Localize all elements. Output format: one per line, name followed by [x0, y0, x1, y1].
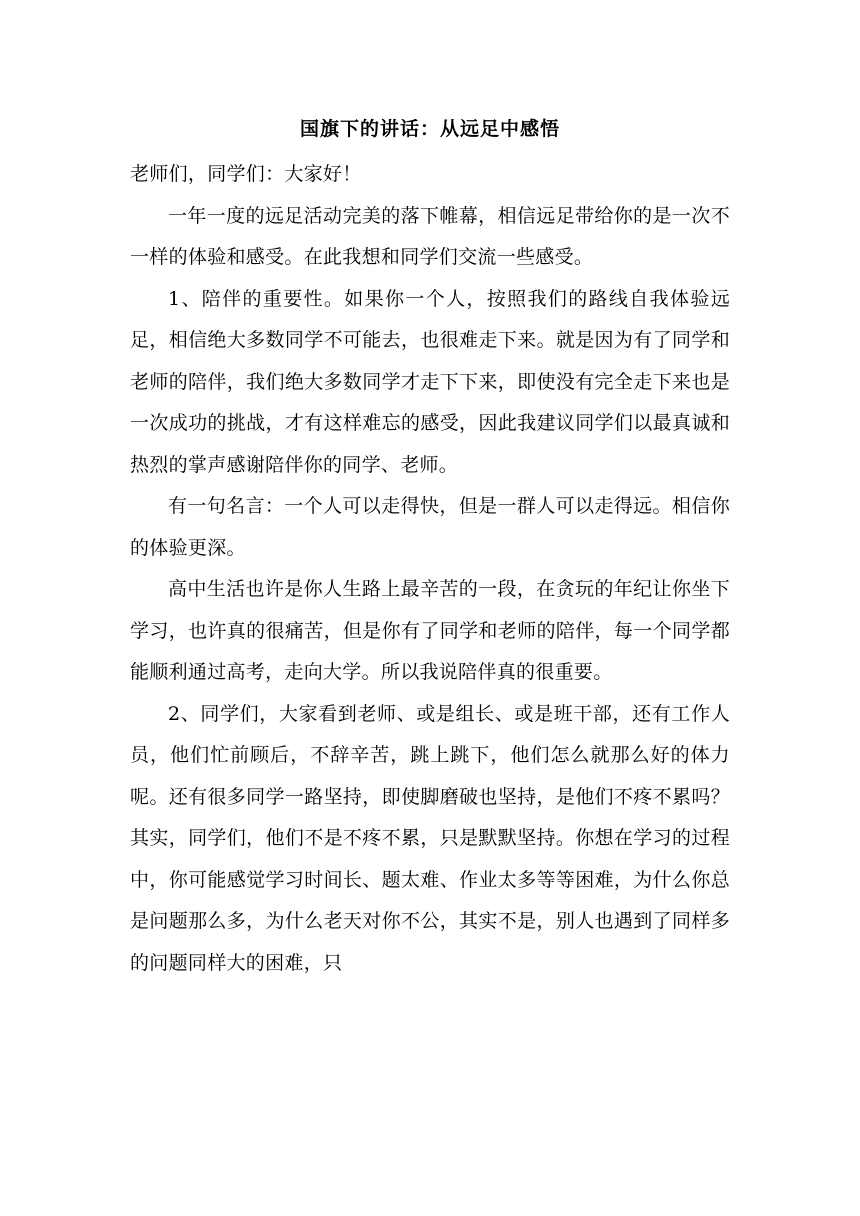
- paragraph-high-school: 高中生活也许是你人生路上最辛苦的一段，在贪玩的年纪让你坐下学习，也许真的很痛苦，但是你有了同学和老师的陪伴，每一个同学都能顺利通过高考，走向大学。所以我说陪伴真的很重要。: [130, 578, 730, 683]
- paragraph-intro: 一年一度的远足活动完美的落下帷幕，相信远足带给你的是一次不一样的体验和感受。在此我想和同学们交流一些感受。: [130, 204, 730, 268]
- paragraph-quote: 有一句名言：一个人可以走得快，但是一群人可以走得远。相信你的体验更深。: [130, 495, 730, 559]
- paragraph-point-2: 2、同学们，大家看到老师、或是组长、或是班干部，还有工作人员，他们忙前顾后，不辞辛苦，跳上跳下，他们怎么就那么好的体力呢。还有很多同学一路坚持，即使脚磨破也坚持，是他们不疼不累吗？其实，同学们，他们不是不疼不累，只是默默坚持。你想在学习的过程中，你可能感觉学习时间长、题太难、作业太多等等困难，为什么你总是问题那么多，为什么老天对你不公，其实不是，别人也遇到了同样多的问题同样大的困难，只: [130, 702, 730, 974]
- greeting-line: 老师们，同学们：大家好！: [130, 163, 362, 185]
- paragraph-point-1: 1、陪伴的重要性。如果你一个人，按照我们的路线自我体验远足，相信绝大多数同学不可能去，也很难走下来。就是因为有了同学和老师的陪伴，我们绝大多数同学才走下下来，即使没有完全走下来也是一次成功的挑战，才有这样难忘的感受，因此我建议同学们以最真诚和热烈的掌声感谢陪伴你的同学、老师。: [130, 287, 730, 476]
- document-title: 国旗下的讲话：从远足中感悟: [299, 118, 560, 140]
- document-body: [130, 154, 730, 984]
